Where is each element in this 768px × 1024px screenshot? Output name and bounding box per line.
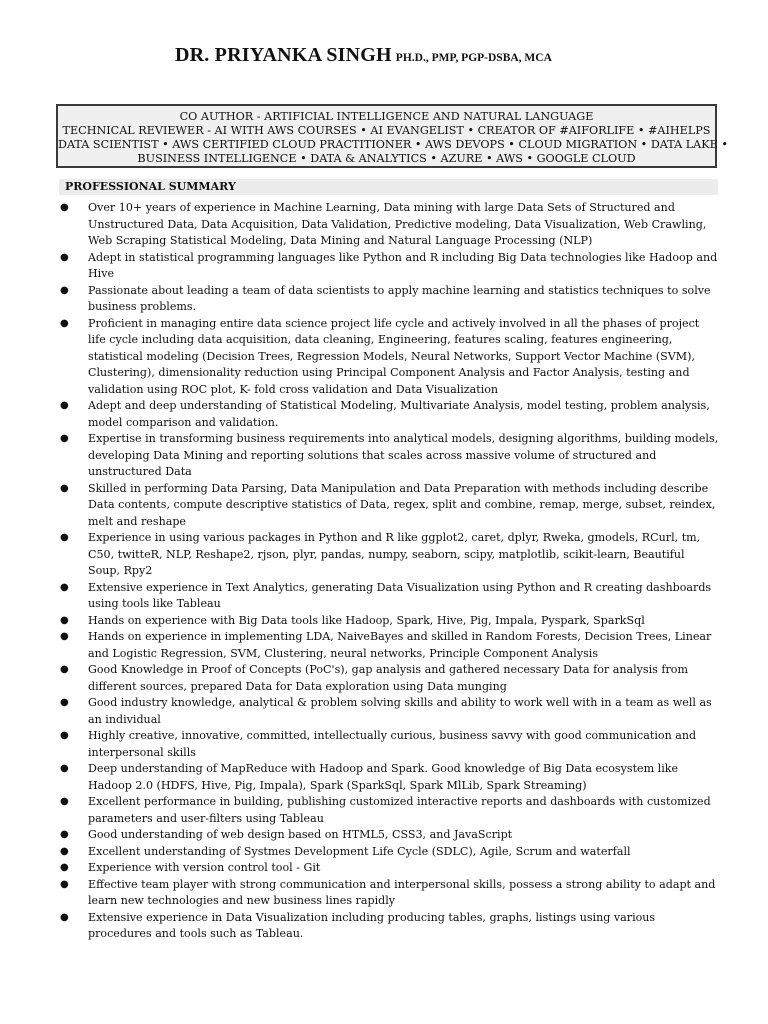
candidate-name: DR. PRIYANKA SINGH <box>175 44 392 66</box>
summary-bullet-text: Excellent performance in building, publishing customized interactive reports and dashboards with customized parameters and user-filters using Tableau <box>88 795 711 825</box>
summary-bullet-item <box>60 827 720 844</box>
summary-bullet-item <box>60 316 720 399</box>
summary-bullet-text: Extensive experience in Data Visualization including producing tables, graphs, listings using various procedures and tools such as Tableau. <box>88 910 656 940</box>
summary-bullet-text: Good industry knowledge, analytical & problem solving skills and ability to work well with in a team as well as an individual <box>88 696 712 726</box>
bullet-dot-icon: ● <box>60 862 69 873</box>
summary-bullet-item <box>60 283 720 316</box>
summary-bullet-item <box>60 481 720 531</box>
summary-bullet-text: Extensive experience in Text Analytics, generating Data Visualization using Python and R creating dashboards using tools like Tableau <box>88 580 712 610</box>
summary-bullet-text: Adept in statistical programming languages like Python and R including Big Data technologies like Hadoop and Hive <box>88 250 718 280</box>
bullet-dot-icon: ● <box>60 845 69 857</box>
summary-bullet-item <box>60 431 720 481</box>
summary-bullet-item <box>60 200 720 250</box>
summary-bullet-item <box>60 761 720 794</box>
summary-bullet-item <box>60 662 720 695</box>
summary-bullet-text: Hands on experience in implementing LDA, NaiveBayes and skilled in Random Forests, Decision Trees, Linear and Logistic Regression, SVM, Clustering, neural networks, Principle Component Analysis <box>88 630 712 660</box>
title-line: BUSINESS INTELLIGENCE • DATA & ANALYTICS • AZURE • AWS • GOOGLE CLOUD <box>137 152 636 165</box>
bullet-dot-icon: ● <box>60 614 69 626</box>
summary-bullet-text: Good Knowledge in Proof of Concepts (PoC's), gap analysis and gathered necessary Data for analysis from different sources, prepared Data for Data exploration using Data munging <box>88 663 688 693</box>
summary-bullet-item <box>60 629 720 662</box>
bullet-dot-icon: ● <box>60 482 69 494</box>
section-heading-professional-summary: PROFESSIONAL SUMMARY <box>59 179 718 195</box>
bullet-dot-icon: ● <box>60 763 69 774</box>
title-line: DATA SCIENTIST • AWS CERTIFIED CLOUD PRACTITIONER • AWS DEVOPS • CLOUD MIGRATION • DATA LAKE • <box>58 138 728 151</box>
summary-bullet-text: Experience in using various packages in Python and R like ggplot2, caret, dplyr, Rweka, gmodels, RCurl, tm, C50, twitteR, NLP, Reshape2, rjson, plyr, pandas, numpy, seaborn, scipy, matplotlib, scikit-learn, Beautiful Soup, Rpy2 <box>88 531 701 577</box>
bullet-dot-icon: ● <box>60 532 69 543</box>
summary-bullet-item <box>60 398 720 431</box>
bullet-dot-icon: ● <box>60 284 69 296</box>
summary-bullet-text: Highly creative, innovative, committed, intellectually curious, business savvy with good communication and interpersonal skills <box>88 729 697 759</box>
bullet-dot-icon: ● <box>60 730 69 741</box>
summary-bullet-item <box>60 613 720 630</box>
summary-bullet-item <box>60 860 720 877</box>
summary-bullet-item <box>60 728 720 761</box>
summary-bullet-item <box>60 794 720 827</box>
summary-bullet-text: Expertise in transforming business requirements into analytical models, designing algorithms, building models, developing Data Mining and reporting solutions that scales across massive volume of structured and unstructured Data <box>88 432 719 478</box>
bullet-dot-icon: ● <box>60 581 69 593</box>
bullet-dot-icon: ● <box>60 433 69 444</box>
title-line: CO AUTHOR - ARTIFICIAL INTELLIGENCE AND NATURAL LANGUAGE <box>179 110 594 123</box>
summary-bullet-text: Effective team player with strong communication and interpersonal skills, possess a strong ability to adapt and learn new technologies and new business lines rapidly <box>88 877 716 907</box>
summary-bullet-item <box>60 250 720 283</box>
summary-bullet-item <box>60 844 720 861</box>
title-line: TECHNICAL REVIEWER - AI WITH AWS COURSES • AI EVANGELIST • CREATOR OF #AIFORLIFE • #AIHELPS <box>62 124 711 137</box>
summary-bullet-item <box>60 877 720 910</box>
summary-bullet-item <box>60 910 720 943</box>
summary-bullet-text: Excellent understanding of Systmes Development Life Cycle (SDLC), Agile, Scrum and waterfall <box>88 844 631 858</box>
bullet-dot-icon: ● <box>60 911 69 923</box>
summary-bullet-item <box>60 580 720 613</box>
bullet-dot-icon: ● <box>60 796 69 807</box>
summary-bullet-text: Passionate about leading a team of data scientists to apply machine learning and statistics techniques to solve business problems. <box>88 283 711 313</box>
bullet-dot-icon: ● <box>60 317 69 329</box>
summary-bullet-item <box>60 695 720 728</box>
summary-bullet-text: Experience with version control tool - Git <box>88 861 321 874</box>
bullet-dot-icon: ● <box>60 400 69 411</box>
bullet-dot-icon: ● <box>60 251 69 263</box>
summary-list <box>60 200 720 943</box>
summary-bullet-text: Skilled in performing Data Parsing, Data Manipulation and Data Preparation with methods including describe Data contents, compute descriptive statistics of Data, regex, split and combine, remap, merge, subset, reindex, melt and reshape <box>88 481 716 528</box>
bullet-dot-icon: ● <box>60 664 69 675</box>
summary-bullet-text: Over 10+ years of experience in Machine Learning, Data mining with large Data Sets of Structured and Unstructured Data, Data Acquisition, Data Validation, Predictive modeling, Data Visualization, Web Crawling, Web Scraping Statistical Modeling, Data Mining and Natural Language Processing (NLP) <box>88 201 707 247</box>
bullet-dot-icon: ● <box>60 631 69 642</box>
summary-bullet-text: Deep understanding of MapReduce with Hadoop and Spark. Good knowledge of Big Data ecosystem like Hadoop 2.0 (HDFS, Hive, Pig, Impala), Spark (SparkSql, Spark MlLib, Spark Streaming) <box>88 762 679 792</box>
bullet-dot-icon: ● <box>60 878 69 890</box>
summary-bullet-text: Adept and deep understanding of Statistical Modeling, Multivariate Analysis, model testing, problem analysis, model comparison and validation. <box>88 399 710 429</box>
title-box <box>56 104 728 168</box>
bullet-dot-icon: ● <box>60 202 69 213</box>
candidate-credentials: PH.D., PMP, PGP-DSBA, MCA <box>395 52 552 64</box>
bullet-dot-icon: ● <box>60 829 69 840</box>
bullet-dot-icon: ● <box>60 697 69 708</box>
name-line <box>175 44 552 67</box>
summary-bullet-text: Good understanding of web design based on HTML5, CSS3, and JavaScript <box>88 828 513 841</box>
summary-bullet-text: Hands on experience with Big Data tools like Hadoop, Spark, Hive, Pig, Impala, Pyspark, SparkSql <box>88 613 645 627</box>
summary-bullet-text: Proficient in managing entire data science project life cycle and actively involved in all the phases of project life cycle including data acquisition, data cleaning, Engineering, features scaling, features engineering, statistical modeling (Decision Trees, Regression Models, Neural Networks, Support Vector Machine (SVM), Clustering), dimensionality reduction using Principal Component Analysis and Factor Analysis, testing and validation using ROC plot, K- fold cross validation and Data Visualization <box>88 316 700 396</box>
summary-bullet-item <box>60 530 720 580</box>
